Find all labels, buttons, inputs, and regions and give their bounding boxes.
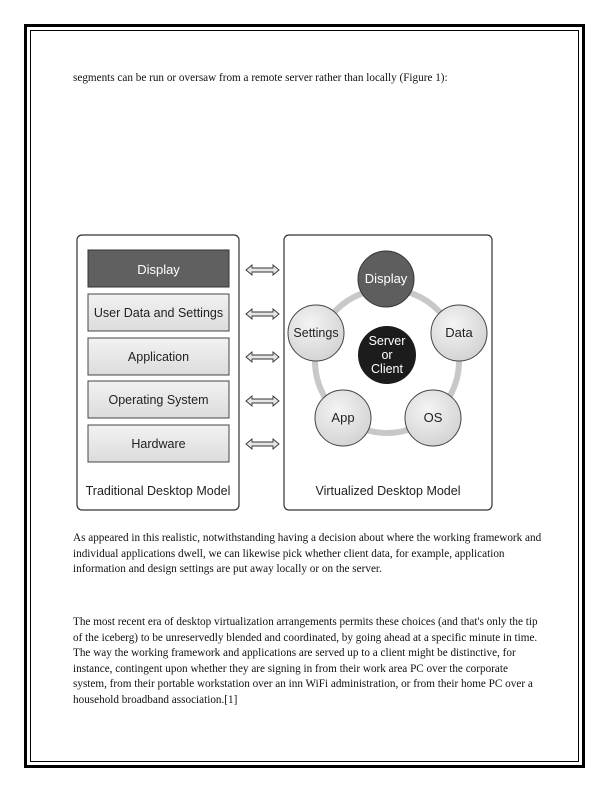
virtualized-caption: Virtualized Desktop Model <box>315 484 461 498</box>
layer-display-label: Display <box>137 262 180 277</box>
layer-application-label: Application <box>127 350 190 364</box>
arrow-application <box>246 352 279 362</box>
app-node-label: App <box>331 410 355 425</box>
double-arrows <box>246 265 279 449</box>
server-line-2: or <box>381 348 393 362</box>
figure-svg <box>76 233 494 513</box>
data-node-label: Data <box>445 325 473 340</box>
os-node-label: OS <box>423 410 443 425</box>
arrow-os <box>246 396 279 406</box>
layer-hardware-label: Hardware <box>131 437 186 451</box>
layer-os-label: Operating System <box>108 393 209 407</box>
arrow-display <box>246 265 279 275</box>
arrow-hardware <box>246 439 279 449</box>
arrow-user-data <box>246 309 279 319</box>
intro-paragraph: segments can be run or oversaw from a remote server rather than locally (Figure 1): <box>73 72 448 84</box>
display-node-label: Display <box>364 271 408 286</box>
body-paragraph-2: As appeared in this realistic, notwithstanding having a decision about where the working framework and individual applications dwell, we can likewise pick whether client data, for example, application information and design settings are put away locally or on the server. <box>73 532 542 575</box>
server-line-3: Client <box>371 362 403 376</box>
server-line-1: Server <box>368 334 406 348</box>
layer-user-data-label: User Data and Settings <box>93 306 224 320</box>
desktop-model-figure <box>76 233 494 513</box>
traditional-caption: Traditional Desktop Model <box>85 484 231 498</box>
body-paragraph-3: The most recent era of desktop virtualization arrangements permits these choices (and that's only the tip of the iceberg) to be unreservedly blended and coordinated, by going ahead at a specific minute in time. The way the working framework and applications are served up to a client might be distinctive, for instance, contingent upon whether they are signing in from their work area PC over the corporate system, from their portable workstation over an inn WiFi administration, or from their home PC over a household broadband association.[1] <box>73 616 538 706</box>
settings-node-label: Settings <box>293 326 339 340</box>
